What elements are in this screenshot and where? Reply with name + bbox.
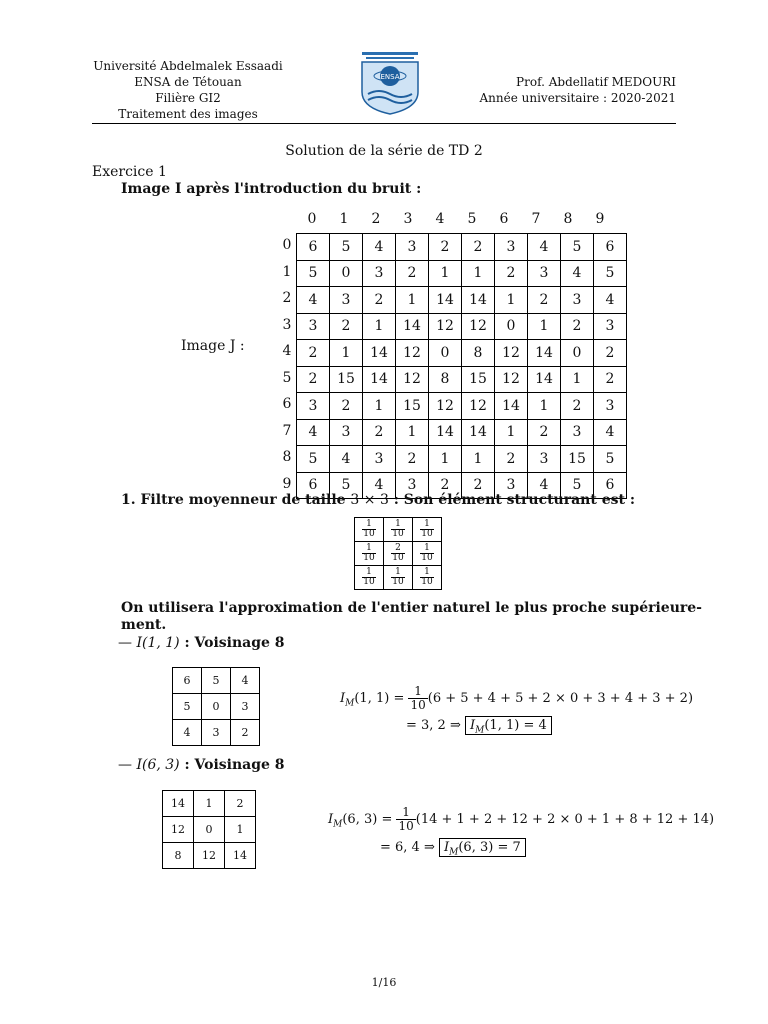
matrix-cell: 2 (297, 366, 330, 393)
course-name: Traitement des images (118, 107, 258, 121)
matrix-cell: 5 (594, 260, 627, 287)
neighborhood-cell: 1 (225, 817, 256, 843)
matrix-cell: 6 (297, 472, 330, 499)
matrix-cell: 14 (429, 419, 462, 446)
matrix-cell: 2 (495, 446, 528, 473)
logo-text: ENSA (380, 73, 400, 81)
row-header: 3 (282, 316, 292, 333)
case1-label: : Voisinage 8 (179, 635, 285, 651)
column-header: 0 (307, 211, 317, 227)
neighborhood-cell: 8 (163, 843, 194, 869)
matrix-row (297, 287, 627, 314)
matrix-cell: 4 (594, 419, 627, 446)
kernel-denominator: 10 (392, 577, 404, 587)
matrix-cell: 3 (363, 446, 396, 473)
kernel-cell (384, 566, 413, 590)
matrix-cell: 6 (594, 472, 627, 499)
column-header: 7 (531, 211, 541, 227)
case1-lhs: I (340, 691, 346, 706)
row-header: 2 (282, 290, 292, 306)
neighborhood-cell: 2 (225, 791, 256, 817)
matrix-cell: 12 (429, 313, 462, 340)
case2-formula (328, 806, 714, 833)
kernel-numerator: 1 (420, 544, 433, 554)
matrix-cell: 2 (462, 472, 495, 499)
neighborhood-cell: 6 (173, 668, 202, 694)
kernel-denominator: 10 (421, 553, 433, 563)
neighborhood-cell: 12 (194, 843, 225, 869)
matrix-cell: 5 (561, 234, 594, 261)
neighborhood-cell: 12 (163, 817, 194, 843)
kernel-row (355, 566, 442, 590)
matrix-cell: 2 (429, 234, 462, 261)
case2-dash: — (118, 757, 132, 773)
case2-point: I(6, 3) (136, 757, 180, 773)
column-header: 1 (339, 211, 349, 227)
matrix-cell: 0 (561, 340, 594, 367)
university-name: Université Abdelmalek Essaadi (93, 59, 283, 73)
exercise-subtitle: Image I après l'introduction du bruit : (121, 181, 422, 197)
image-label: Image J : (181, 338, 245, 354)
matrix-cell: 1 (462, 446, 495, 473)
academic-year: Année universitaire : 2020-2021 (479, 91, 676, 105)
matrix-cell: 12 (396, 366, 429, 393)
kernel-denominator: 10 (363, 529, 375, 539)
matrix-cell: 4 (561, 260, 594, 287)
matrix-cell: 1 (429, 260, 462, 287)
neighborhood-row (163, 817, 256, 843)
matrix-cell: 2 (429, 472, 462, 499)
approx-note-line1: On utilisera l'approximation de l'entier naturel le plus proche supérieure- (121, 600, 702, 616)
case2-arg: (6, 3) = (342, 812, 397, 827)
matrix-cell: 15 (330, 366, 363, 393)
neighborhood-cell: 4 (173, 720, 202, 746)
row-header: 4 (282, 343, 292, 359)
matrix-cell: 1 (396, 287, 429, 314)
kernel-cell (413, 518, 442, 542)
matrix-cell: 1 (330, 340, 363, 367)
kernel-cell (384, 542, 413, 566)
matrix-cell: 2 (528, 287, 561, 314)
row-header: 6 (282, 396, 292, 412)
column-header: 8 (563, 211, 573, 227)
matrix-cell: 3 (297, 313, 330, 340)
kernel-denominator: 10 (363, 577, 375, 587)
matrix-row (297, 446, 627, 473)
matrix-cell: 6 (297, 234, 330, 261)
matrix-cell: 0 (429, 340, 462, 367)
matrix-cell: 4 (363, 234, 396, 261)
filter-heading-b: : Son élément structurant est : (388, 492, 636, 508)
matrix-row (297, 313, 627, 340)
matrix-cell: 1 (363, 393, 396, 420)
matrix-cell: 1 (429, 446, 462, 473)
case2-lhs: I (328, 812, 334, 827)
matrix-cell: 14 (528, 340, 561, 367)
row-header: 9 (282, 475, 292, 492)
professor-name: Prof. Abdellatif MEDOURI (516, 75, 676, 89)
matrix-cell: 8 (462, 340, 495, 367)
matrix-row (297, 366, 627, 393)
filter-size: 3 × 3 (350, 492, 389, 508)
matrix-cell: 4 (594, 287, 627, 314)
matrix-cell: 1 (561, 366, 594, 393)
kernel-cell (413, 542, 442, 566)
case1-result (406, 718, 552, 736)
matrix-cell: 8 (429, 366, 462, 393)
matrix-cell: 12 (462, 393, 495, 420)
matrix-cell: 14 (462, 419, 495, 446)
matrix-cell: 1 (363, 313, 396, 340)
row-header: 5 (282, 369, 292, 386)
exercise-heading: Exercice 1 (92, 164, 167, 180)
kernel-numerator: 1 (391, 568, 404, 578)
case2-result (380, 840, 526, 858)
neighborhood-cell: 1 (194, 791, 225, 817)
case1-arg: (1, 1) = (354, 691, 409, 706)
matrix-cell: 14 (396, 313, 429, 340)
matrix-cell: 14 (495, 393, 528, 420)
matrix-row (297, 234, 627, 261)
kernel-denominator: 10 (421, 529, 433, 539)
document-title: Solution de la série de TD 2 (285, 143, 483, 159)
case1-heading (118, 635, 285, 651)
case2-frac-num: 1 (396, 806, 415, 820)
matrix-cell: 5 (594, 446, 627, 473)
case1-frac-den: 10 (410, 698, 426, 712)
neighborhood-cell: 3 (231, 694, 260, 720)
matrix-cell: 5 (561, 472, 594, 499)
matrix-cell: 14 (462, 287, 495, 314)
matrix-cell: 5 (297, 260, 330, 287)
matrix-cell: 0 (330, 260, 363, 287)
kernel-numerator: 1 (362, 544, 375, 554)
row-header: 0 (282, 237, 292, 253)
approx-note-line2: ment. (121, 617, 167, 633)
matrix-cell: 2 (363, 287, 396, 314)
case2-neighborhood (162, 790, 256, 869)
kernel-numerator: 1 (391, 520, 404, 530)
matrix-cell: 4 (528, 234, 561, 261)
kernel-row (355, 518, 442, 542)
case2-expression: (14 + 1 + 2 + 12 + 2 × 0 + 1 + 8 + 12 + 14) (415, 812, 715, 827)
ensa-logo (352, 48, 428, 118)
matrix-cell: 1 (462, 260, 495, 287)
matrix-cell: 4 (330, 446, 363, 473)
matrix-cell: 3 (396, 234, 429, 261)
filter-heading-a: 1. Filtre moyenneur de taille (121, 492, 351, 508)
neighborhood-cell: 2 (231, 720, 260, 746)
column-headers (296, 211, 616, 229)
header-institution (88, 58, 288, 122)
matrix-cell: 5 (297, 446, 330, 473)
matrix-cell: 12 (396, 340, 429, 367)
matrix-cell: 0 (495, 313, 528, 340)
kernel-numerator: 1 (362, 568, 375, 578)
neighborhood-cell: 3 (202, 720, 231, 746)
kernel-denominator: 10 (392, 529, 404, 539)
kernel-numerator: 1 (362, 520, 375, 530)
matrix-cell: 15 (462, 366, 495, 393)
matrix-cell: 2 (594, 340, 627, 367)
matrix-cell: 12 (495, 340, 528, 367)
neighborhood-cell: 5 (202, 668, 231, 694)
header-rule (92, 123, 676, 124)
kernel-denominator: 10 (392, 553, 404, 563)
neighborhood-row (163, 843, 256, 869)
matrix-cell: 3 (528, 260, 561, 287)
page-number: 1/16 (371, 976, 397, 989)
kernel-cell (413, 566, 442, 590)
row-headers (277, 233, 297, 492)
case1-frac-num: 1 (408, 685, 427, 699)
matrix-cell: 14 (363, 340, 396, 367)
matrix-cell: 2 (561, 313, 594, 340)
matrix-cell: 2 (561, 393, 594, 420)
matrix-row (297, 393, 627, 420)
matrix-cell: 2 (297, 340, 330, 367)
neighborhood-row (173, 668, 260, 694)
kernel-denominator: 10 (363, 553, 375, 563)
case1-dash: — (118, 635, 132, 651)
matrix-cell: 14 (528, 366, 561, 393)
matrix-cell: 3 (330, 287, 363, 314)
matrix-cell: 14 (363, 366, 396, 393)
matrix-cell: 4 (297, 419, 330, 446)
neighborhood-cell: 0 (202, 694, 231, 720)
header-author (479, 74, 676, 106)
kernel-numerator: 1 (420, 520, 433, 530)
matrix-cell: 4 (363, 472, 396, 499)
kernel-cell (355, 566, 384, 590)
row-header: 1 (282, 263, 292, 280)
matrix-cell: 3 (561, 287, 594, 314)
matrix-cell: 3 (528, 446, 561, 473)
case2-result-prefix: = 6, 4 ⇒ (380, 840, 439, 855)
column-header: 9 (595, 211, 605, 227)
kernel-denominator: 10 (421, 577, 433, 587)
matrix-cell: 12 (495, 366, 528, 393)
matrix-cell: 2 (363, 419, 396, 446)
matrix-cell: 3 (495, 234, 528, 261)
case1-result-box: $I_M(1$, 1) = 4 (465, 716, 552, 735)
matrix-cell: 3 (561, 419, 594, 446)
matrix-cell: 12 (462, 313, 495, 340)
matrix-cell: 2 (594, 366, 627, 393)
image-matrix (296, 233, 627, 499)
matrix-cell: 1 (396, 419, 429, 446)
matrix-row (297, 340, 627, 367)
matrix-row (297, 419, 627, 446)
row-header: 7 (282, 422, 292, 439)
matrix-cell: 2 (528, 419, 561, 446)
matrix-cell: 3 (495, 472, 528, 499)
neighborhood-cell: 14 (163, 791, 194, 817)
kernel-numerator: 2 (391, 544, 404, 554)
column-header: 5 (467, 211, 477, 227)
matrix-cell: 2 (462, 234, 495, 261)
case2-frac-den: 10 (398, 819, 414, 833)
matrix-cell: 4 (528, 472, 561, 499)
matrix-cell: 15 (561, 446, 594, 473)
neighborhood-cell: 4 (231, 668, 260, 694)
matrix-cell: 1 (495, 419, 528, 446)
matrix-cell: 1 (528, 393, 561, 420)
matrix-cell: 3 (363, 260, 396, 287)
case1-sub: M (345, 698, 355, 709)
case1-formula (340, 685, 693, 712)
neighborhood-cell: 14 (225, 843, 256, 869)
row-header: 8 (282, 449, 292, 465)
matrix-cell: 3 (297, 393, 330, 420)
matrix-cell: 2 (330, 393, 363, 420)
matrix-cell: 3 (330, 419, 363, 446)
school-name: ENSA de Tétouan (134, 75, 242, 89)
matrix-cell: 1 (495, 287, 528, 314)
neighborhood-cell: 0 (194, 817, 225, 843)
matrix-cell: 3 (396, 472, 429, 499)
matrix-cell: 2 (396, 260, 429, 287)
matrix-cell: 5 (330, 472, 363, 499)
neighborhood-row (173, 694, 260, 720)
matrix-cell: 2 (330, 313, 363, 340)
kernel-numerator: 1 (420, 568, 433, 578)
matrix-cell: 2 (396, 446, 429, 473)
matrix-cell: 4 (297, 287, 330, 314)
case2-sub: M (333, 819, 343, 830)
case1-neighborhood (172, 667, 260, 746)
matrix-cell: 2 (495, 260, 528, 287)
neighborhood-row (163, 791, 256, 817)
kernel-cell (355, 542, 384, 566)
neighborhood-row (173, 720, 260, 746)
matrix-cell: 14 (429, 287, 462, 314)
kernel-row (355, 542, 442, 566)
case2-result-box: $I_M(6$, 3) = 7 (439, 838, 526, 857)
matrix-cell: 15 (396, 393, 429, 420)
case1-result-prefix: = 3, 2 ⇒ (406, 718, 465, 733)
neighborhood-cell: 5 (173, 694, 202, 720)
kernel-cell (384, 518, 413, 542)
kernel-matrix (354, 517, 442, 590)
filter-heading (121, 492, 635, 508)
case1-point: I(1, 1) (136, 635, 180, 651)
matrix-cell: 3 (594, 393, 627, 420)
matrix-cell: 5 (330, 234, 363, 261)
matrix-cell: 12 (429, 393, 462, 420)
matrix-row (297, 260, 627, 287)
column-header: 3 (403, 211, 413, 227)
column-header: 2 (371, 211, 381, 227)
matrix-cell: 3 (594, 313, 627, 340)
program-name: Filière GI2 (155, 91, 221, 105)
case1-expression: (6 + 5 + 4 + 5 + 2 × 0 + 3 + 4 + 3 + 2) (427, 691, 694, 706)
matrix-cell: 6 (594, 234, 627, 261)
kernel-cell (355, 518, 384, 542)
matrix-cell: 1 (528, 313, 561, 340)
case2-label: : Voisinage 8 (179, 757, 285, 773)
column-header: 6 (499, 211, 509, 227)
column-header: 4 (435, 211, 445, 227)
case2-heading (118, 757, 285, 773)
